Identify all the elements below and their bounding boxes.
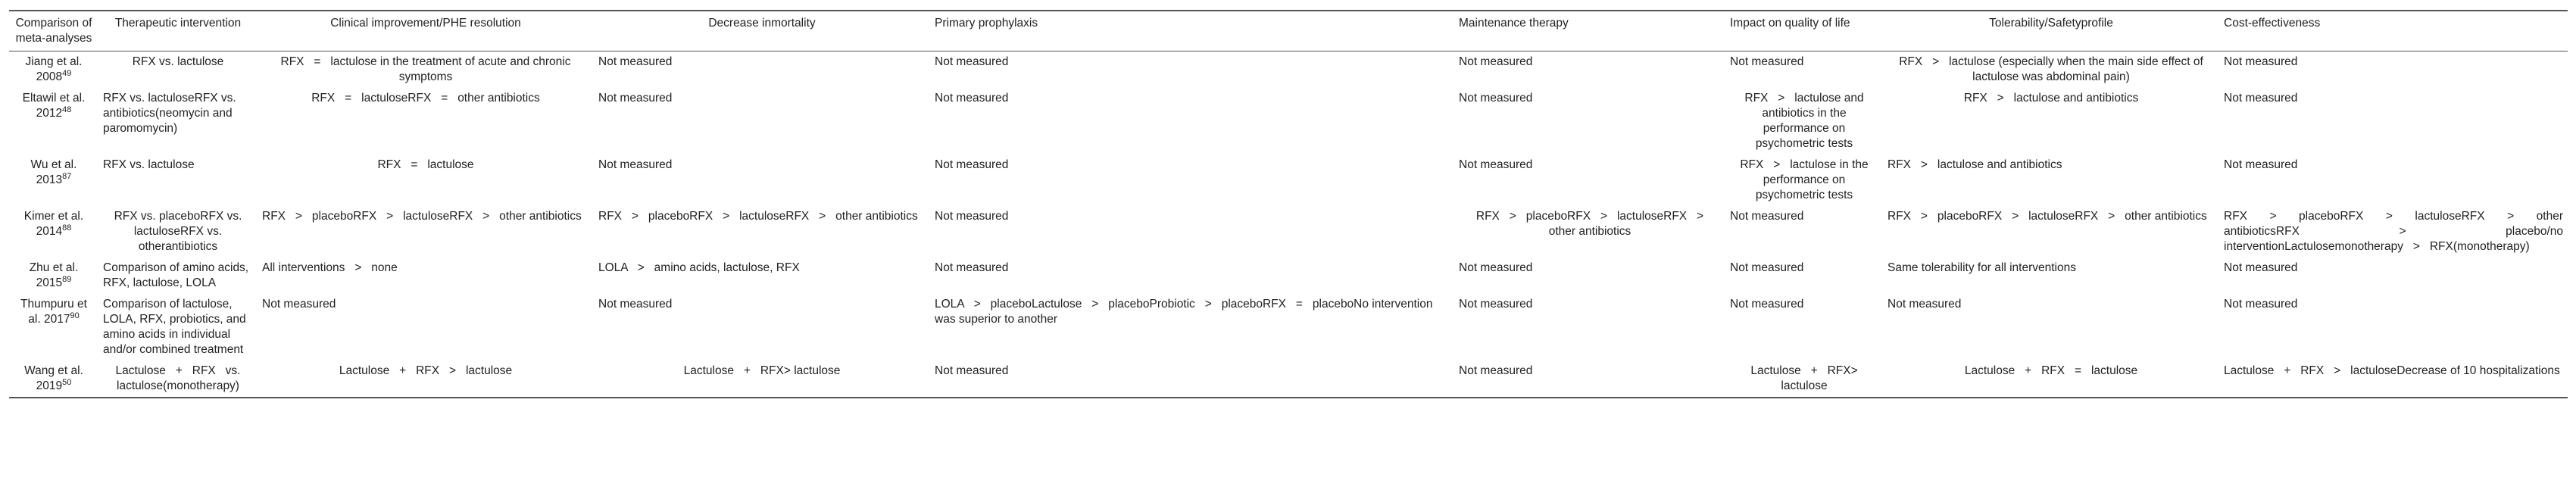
table-header (9, 11, 2568, 52)
maintenance-cell: RFX > placeboRFX > lactuloseRFX > other antibiotics (1475, 210, 1714, 238)
cost-cell: Not measured (2224, 261, 2298, 274)
table-body (9, 52, 2568, 398)
cost-cell: Not measured (2224, 55, 2298, 68)
study-cell (9, 52, 98, 89)
header-comparison: Comparison of meta-analyses (9, 11, 98, 52)
study-cell (9, 258, 98, 294)
study-name: Wu et al. 2013 (30, 158, 80, 186)
cost-cell: Not measured (2224, 298, 2298, 311)
study-cell (9, 88, 98, 155)
study-cell (9, 294, 98, 361)
study-ref: 87 (62, 171, 72, 181)
table-row (9, 88, 2568, 155)
mortality-cell: Not measured (598, 298, 673, 311)
prophylaxis-cell: Not measured (935, 55, 1009, 68)
meta-analysis-table-container (9, 10, 2568, 398)
prophylaxis-cell: Not measured (935, 210, 1009, 223)
clinical-cell: Not measured (262, 298, 336, 311)
tolerability-cell: RFX > lactulose and antibiotics (1963, 92, 2139, 105)
study-ref: 48 (62, 105, 72, 114)
mortality-cell: Not measured (598, 158, 673, 171)
header-maintenance: Maintenance therapy (1454, 11, 1725, 52)
mortality-cell: RFX > placeboRFX > lactuloseRFX > other antibiotics (598, 210, 918, 223)
clinical-cell: RFX = lactulose (377, 158, 474, 171)
prophylaxis-cell: LOLA > placeboLactulose > placeboProbiotic > placeboRFX = placeboNo intervention was superior to another (935, 298, 1436, 326)
table-row (9, 294, 2568, 361)
intervention-cell: RFX vs. lactuloseRFX vs. antibiotics(neomycin and paromomycin) (103, 92, 240, 135)
quality-cell: Not measured (1730, 261, 1804, 274)
table-row (9, 52, 2568, 89)
study-name: Wang et al. 2019 (24, 364, 87, 392)
mortality-cell: Not measured (598, 55, 673, 68)
prophylaxis-cell: Not measured (935, 158, 1009, 171)
study-cell (9, 206, 98, 258)
cost-cell: RFX > placeboRFX > lactuloseRFX > other antibioticsRFX > placebo/no interventionLactulosemonotherapy > RFX(monotherapy) (2224, 210, 2567, 253)
header-intervention: Therapeutic intervention (98, 11, 258, 52)
tolerability-cell: Lactulose + RFX = lactulose (1883, 361, 2219, 398)
study-name: Jiang et al. 2008 (25, 55, 86, 83)
header-row (9, 11, 2568, 52)
study-ref: 90 (70, 311, 80, 320)
table-row (9, 206, 2568, 258)
header-clinical: Clinical improvement/PHE resolution (258, 11, 594, 52)
quality-cell: Not measured (1730, 298, 1804, 311)
table-row (9, 361, 2568, 398)
study-name: Kimer et al. 2014 (23, 210, 87, 238)
tolerability-cell: RFX > lactulose (especially when the main side effect of lactulose was abdominal pain) (1899, 55, 2207, 83)
study-ref: 88 (62, 223, 72, 233)
intervention-cell: RFX vs. lactulose (103, 158, 195, 171)
study-name: Thumpuru et al. 2017 (20, 298, 91, 326)
study-ref: 50 (62, 377, 72, 387)
maintenance-cell: Not measured (1459, 158, 1533, 171)
mortality-cell: Not measured (598, 92, 673, 105)
quality-cell: Not measured (1730, 55, 1804, 68)
intervention-cell: RFX vs. lactulose (132, 55, 224, 68)
quality-cell: Not measured (1730, 210, 1804, 223)
intervention-cell: Lactulose + RFX vs. lactulose(monotherapy) (98, 361, 258, 398)
cost-cell: Not measured (2224, 92, 2298, 105)
meta-analysis-table (9, 10, 2568, 398)
prophylaxis-cell: Not measured (930, 361, 1454, 398)
clinical-cell: Lactulose + RFX > lactulose (258, 361, 594, 398)
clinical-cell: RFX > placeboRFX > lactuloseRFX > other antibiotics (262, 210, 582, 223)
study-ref: 89 (62, 274, 72, 284)
table-row (9, 258, 2568, 294)
table-row (9, 155, 2568, 206)
study-cell (9, 155, 98, 206)
clinical-cell: RFX = lactulose in the treatment of acute and chronic symptoms (280, 55, 574, 83)
clinical-cell: All interventions > none (262, 261, 398, 274)
clinical-cell: RFX = lactuloseRFX = other antibiotics (311, 92, 540, 105)
cost-cell: Lactulose + RFX > lactuloseDecrease of 10 hospitalizations (2219, 361, 2568, 398)
tolerability-cell: Same tolerability for all interventions (1888, 261, 2076, 274)
mortality-cell: LOLA > amino acids, lactulose, RFX (598, 261, 800, 274)
tolerability-cell: RFX > placeboRFX > lactuloseRFX > other antibiotics (1888, 210, 2207, 223)
mortality-cell: Lactulose + RFX> lactulose (594, 361, 930, 398)
maintenance-cell: Not measured (1459, 55, 1533, 68)
prophylaxis-cell: Not measured (935, 261, 1009, 274)
study-name: Eltawil et al. 2012 (22, 92, 89, 120)
tolerability-cell: Not measured (1888, 298, 1962, 311)
cost-cell: Not measured (2224, 158, 2298, 171)
intervention-cell: RFX vs. placeboRFX vs. lactuloseRFX vs. otherantibiotics (114, 210, 245, 253)
intervention-cell: Comparison of lactulose, LOLA, RFX, probiotics, and amino acids in individual and/or combined treatment (103, 298, 249, 356)
header-prophylaxis: Primary prophylaxis (930, 11, 1454, 52)
prophylaxis-cell: Not measured (935, 92, 1009, 105)
header-tolerability: Tolerability/Safetyprofile (1883, 11, 2219, 52)
intervention-cell: Comparison of amino acids, RFX, lactulose, LOLA (103, 261, 252, 289)
study-cell (9, 361, 98, 398)
quality-cell: Lactulose + RFX> lactulose (1725, 361, 1883, 398)
maintenance-cell: Not measured (1459, 92, 1533, 105)
quality-cell: RFX > lactulose and antibiotics in the performance on psychometric tests (1744, 92, 1867, 150)
maintenance-cell: Not measured (1454, 361, 1725, 398)
tolerability-cell: RFX > lactulose and antibiotics (1888, 158, 2062, 171)
quality-cell: RFX > lactulose in the performance on psychometric tests (1740, 158, 1872, 201)
study-ref: 49 (62, 68, 72, 78)
maintenance-cell: Not measured (1459, 261, 1533, 274)
header-cost: Cost-effectiveness (2219, 11, 2568, 52)
header-quality: Impact on quality of life (1725, 11, 1883, 52)
header-mortality: Decrease inmortality (594, 11, 930, 52)
maintenance-cell: Not measured (1459, 298, 1533, 311)
study-name: Zhu et al. 2015 (29, 261, 82, 289)
